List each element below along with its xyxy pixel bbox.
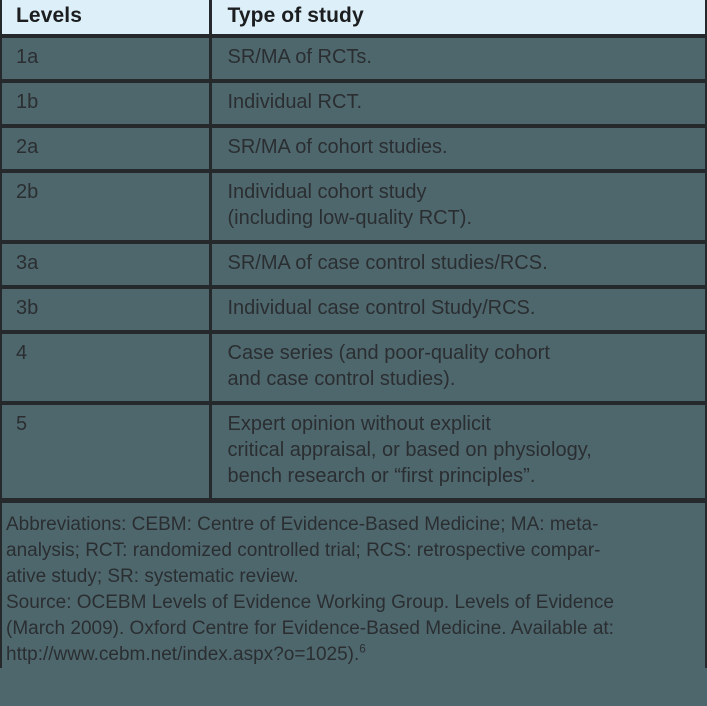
cell-type-of-study [210,81,705,126]
cell-type-of-study [210,287,705,332]
cell-level [2,403,210,501]
type-of-study-line: critical appraisal, or based on physiology, [227,439,592,461]
abbreviations-note [6,512,699,590]
cell-type-of-study [210,126,705,171]
table-row [2,81,705,126]
evidence-levels-table [2,0,705,503]
table-header [2,0,705,36]
column-header-type-of-study: Type of study [210,0,705,36]
type-of-study-line: Expert opinion without explicit [227,413,491,435]
level-label: 2a [16,136,39,158]
type-of-study-line: SR/MA of case control studies/RCS. [227,252,548,274]
cell-type-of-study [210,332,705,403]
type-of-study-line: (including low-quality RCT). [227,207,473,229]
reference-marker: 6 [359,642,366,656]
abbreviations-line: Abbreviations: CEBM: Centre of Evidence-Based Medicine; MA: meta- [6,514,599,535]
level-label: 2b [16,181,39,203]
table-row [2,287,705,332]
cell-type-of-study [210,242,705,287]
table-row [2,126,705,171]
type-of-study-line: bench research or “first principles”. [227,465,536,487]
type-of-study-line: Individual RCT. [227,91,363,113]
cell-type-of-study [210,171,705,242]
table-row [2,242,705,287]
source-url: http://www.cebm.net/index.aspx?o=1025). [6,644,360,666]
type-of-study-line: Case series (and poor-quality cohort [227,342,550,364]
cell-level [2,332,210,403]
level-label: 3a [16,252,39,274]
source-line: (March 2009). Oxford Centre for Evidence-Based Medicine. Available at: [6,618,614,640]
type-of-study-line: Individual case control Study/RCS. [227,297,536,319]
source-url-line [6,642,699,668]
cell-level [2,287,210,332]
table-row [2,171,705,242]
type-of-study-line: Individual cohort study [227,181,427,203]
type-of-study-line: SR/MA of cohort studies. [227,136,448,158]
level-label: 4 [16,342,28,364]
level-label: 3b [16,297,39,319]
level-label: 1a [16,46,39,68]
cell-level [2,36,210,81]
cell-level [2,126,210,171]
cell-level [2,81,210,126]
source-note [6,590,699,668]
table-body [2,36,705,501]
column-header-levels: Levels [2,0,210,36]
footnotes-section [0,503,707,668]
table-row [2,36,705,81]
level-label: 5 [16,413,28,435]
table-header-row [2,0,705,36]
cell-level [2,242,210,287]
cell-level [2,171,210,242]
cell-type-of-study [210,403,705,501]
abbreviations-line: analysis; RCT: randomized controlled trial; RCS: retrospective compar- [6,540,601,562]
table-row [2,403,705,501]
table-row [2,332,705,403]
level-label: 1b [16,91,39,113]
source-line: Source: OCEBM Levels of Evidence Working Group. Levels of Evidence [6,592,614,614]
abbreviations-line: ative study; SR: systematic review. [6,566,299,588]
cell-type-of-study [210,36,705,81]
type-of-study-line: SR/MA of RCTs. [227,46,372,68]
type-of-study-line: and case control studies). [227,368,456,390]
